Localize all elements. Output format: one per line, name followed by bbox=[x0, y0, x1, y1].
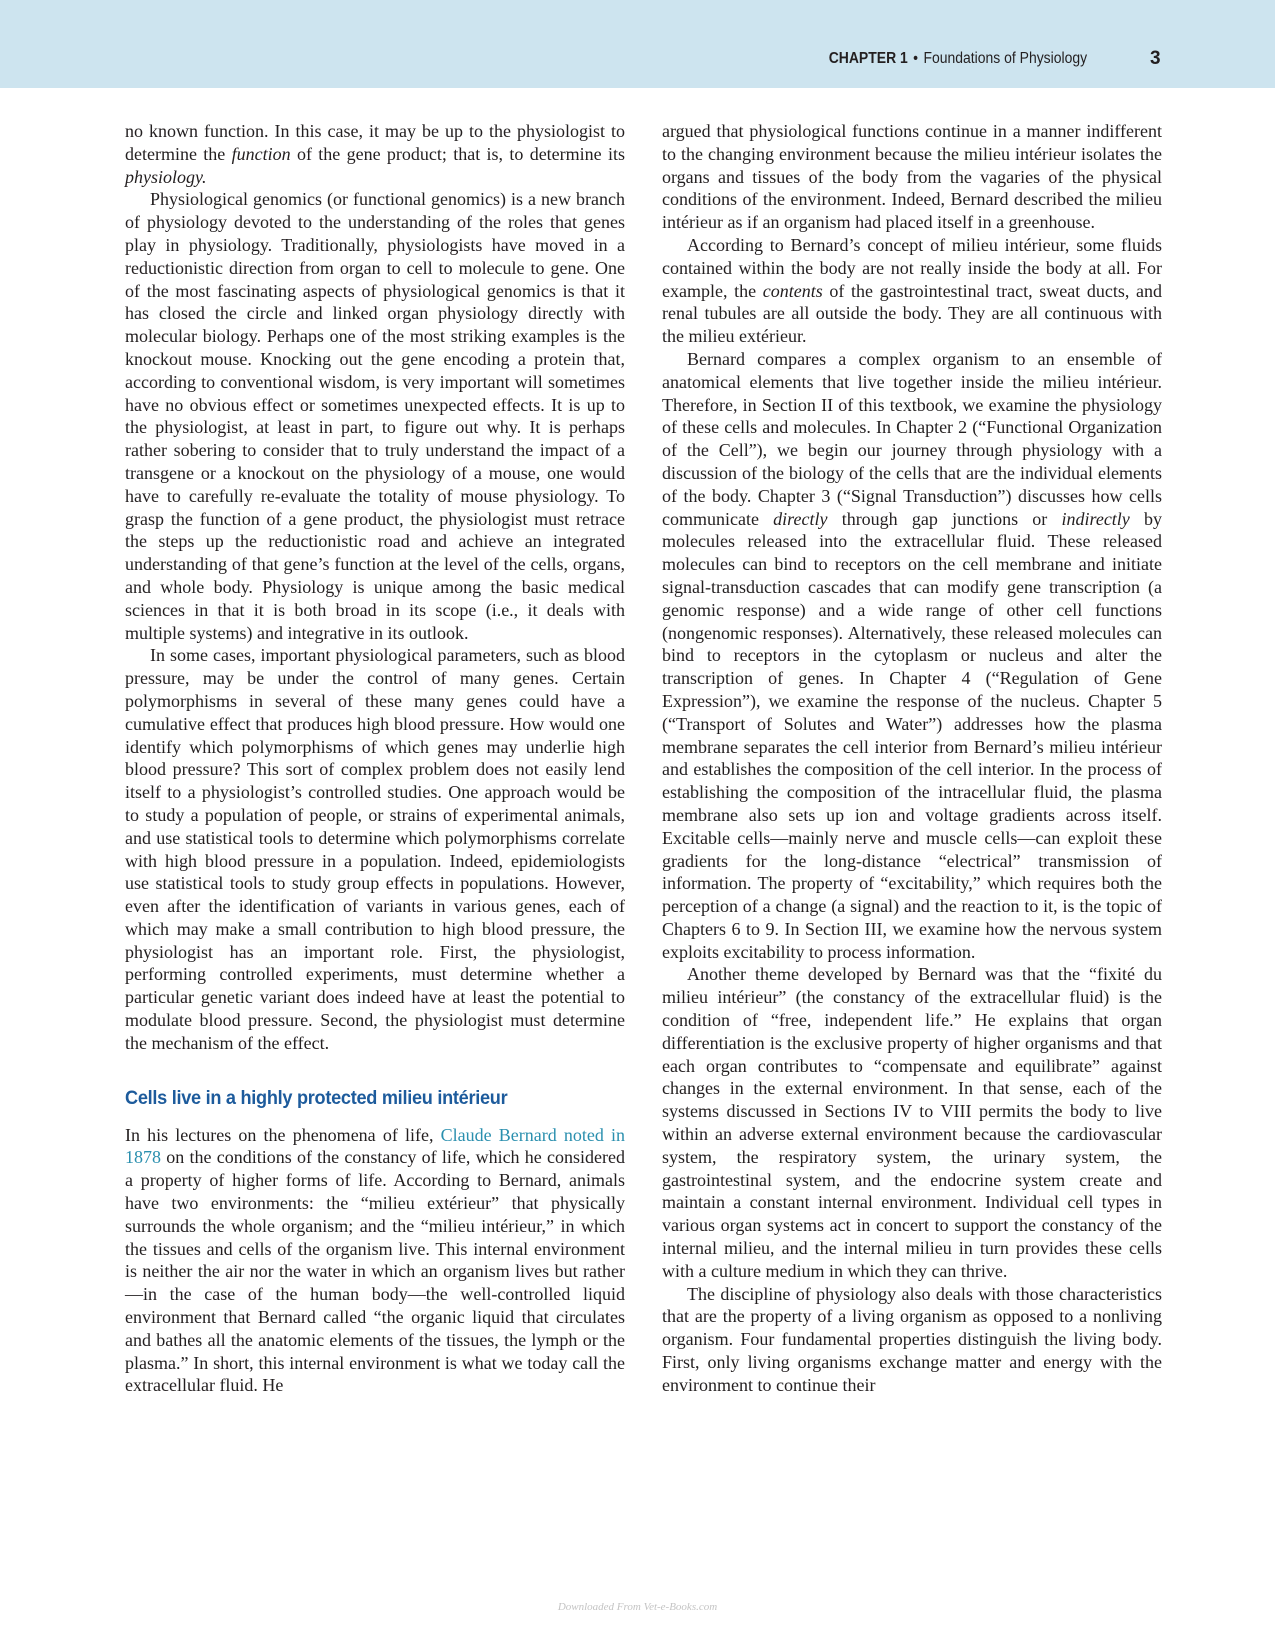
text-run: of the gene product; that is, to determine its bbox=[290, 143, 625, 164]
paragraph-complex-organism bbox=[662, 348, 1162, 964]
text-run: Bernard compares a complex organism to an ensemble of anatomical elements that live together inside the milieu intérieur. Therefore, in Section II of this textbook, we examine the physiology of these cells and molecules. In Chapter 2 (“Functional Organization of the Cell”), we begin our journey through physiology with a discussion of the biology of the cells that are the individual elements of the body. Chapter 3 (“Signal Transduction”) discusses how cells communicate bbox=[662, 348, 1162, 529]
paragraph-continued bbox=[125, 120, 625, 188]
running-header-chapter bbox=[829, 50, 1087, 68]
text-run: on the conditions of the constancy of life, which he considered a property of higher forms of life. According to Bernard, animals have two environments: the “milieu extérieur” that physically surrounds the whole organism; and the “milieu intérieur,” in which the tissues and cells of the organism live. This internal environment is neither the air nor the water in which an organism lives but rather—in the case of the human body—the well-controlled liquid environment that Bernard called “the organic liquid that circulates and bathes all the anatomic elements of the tissues, the lymph or the plasma.” In short, this internal environment is what we today call the extracellular fluid. He bbox=[125, 1147, 625, 1396]
header-separator: • bbox=[913, 50, 918, 67]
text-run: of the gastrointestinal tract, sweat ducts, and renal tubules are all outside the body. They are all continuous with the milieu extérieur. bbox=[662, 280, 1162, 347]
paragraph-living-organism: The discipline of physiology also deals with those characteristics that are the property of a living organism as opposed to a nonliving organism. Four fundamental properties distinguish the living body. First, only living organisms exchange matter and energy with the environment to continue their bbox=[662, 1283, 1162, 1395]
emphasis-indirectly: indirectly bbox=[1061, 508, 1130, 529]
text-run: no known function. In this case, it may be up to the physiologist to determine the bbox=[125, 121, 625, 164]
paragraph-bernard-lectures bbox=[125, 1124, 625, 1398]
chapter-title: Foundations of Physiology bbox=[923, 50, 1087, 67]
paragraph-physiological-genomics: Physiological genomics (or functional genomics) is a new branch of physiology devoted to the understanding of the roles that genes play in physiology. Traditionally, physiologists have moved in a reductionistic direction from organ to cell to molecule to gene. One of the most fascinating aspects of physiological genomics is that it has closed the circle and linked organ physiology directly with molecular biology. Perhaps one of the most striking examples is the knockout mouse. Knocking out the gene encoding a protein that, according to conventional wisdom, is very important will sometimes have no obvious effect or sometimes unexpected effects. It is up to the physiologist, at least in part, to figure out why. It is perhaps rather sobering to consider that to truly understand the impact of a transgene or a knockout on the physiology of a mouse, one would have to carefully re-evaluate the totality of mouse physiology. To grasp the function of a gene product, the physiologist must retrace the steps up the reductionistic road and achieve an integrated understanding of that gene’s function at the level of the cells, organs, and whole body. Physiology is unique among the basic medical sciences in that it is both broad in its scope (i.e., it deals with multiple systems) and integrative in its outlook. bbox=[125, 189, 625, 643]
emphasis-physiology: physiology. bbox=[125, 166, 207, 187]
emphasis-directly: directly bbox=[773, 508, 828, 529]
download-watermark: Downloaded From Vet-e-Books.com bbox=[557, 1601, 718, 1613]
section-heading: Cells live in a highly protected milieu intérieur bbox=[125, 1086, 508, 1109]
emphasis-contents: contents bbox=[762, 280, 823, 301]
paragraph-milieu-concept bbox=[662, 234, 1162, 348]
paragraph-fixite-milieu: Another theme developed by Bernard was that the “fixité du milieu intérieur” (the constancy of the extracellular fluid) is the condition of “free, independent life.” He explains that organ differentiation is the exclusive property of higher organisms and that each organ contributes to “compensate and equilibrate” against changes in the external environment. In that sense, each of the systems discussed in Sections IV to VIII permits the body to live within an adverse external environment because the cardiovascular system, the respiratory system, the urinary system, the gastrointestinal system, and the endocrine system create and maintain a constant internal environment. Individual cell types in various organ systems act in concert to support the constancy of the internal milieu, and the internal milieu in turn provides these cells with a culture medium in which they can thrive. bbox=[662, 964, 1162, 1281]
page-number: 3 bbox=[1150, 48, 1161, 69]
text-run: by molecules released into the extracellular fluid. These released molecules can bind to receptors on the cell membrane and initiate signal-transduction cascades that can modify gene transcription (a genomic response) and a wide range of other cell functions (nongenomic responses). Alternatively, these released molecules can bind to receptors in the cytoplasm or nucleus and alter the transcription of genes. In Chapter 4 (“Regulation of Gene Expression”), we examine the response of the nucleus. Chapter 5 (“Transport of Solutes and Water”) addresses how the plasma membrane separates the cell interior from Bernard’s milieu intérieur and establishes the composition of the cell interior. In the process of establishing the composition of the intracellular fluid, the plasma membrane also sets up ion and voltage gradients across itself. Excitable cells—mainly nerve and muscle cells—can exploit these gradients for the long-distance “electrical” transmission of information. The property of “excitability,” which requires both the perception of a change (a signal) and the reaction to it, is the topic of Chapters 6 to 9. In Section III, we examine how the nervous system exploits excitability to process information. bbox=[662, 508, 1162, 962]
chapter-label: CHAPTER 1 bbox=[828, 50, 908, 67]
paragraph-blood-pressure: In some cases, important physiological parameters, such as blood pressure, may be under the control of many genes. Certain polymorphisms in several of these many genes could have a cumulative effect that produces high blood pressure. How would one identify which polymorphisms of which genes may underlie high blood pressure? This sort of complex problem does not easily lend itself to a physiologist’s controlled studies. One approach would be to study a population of people, or strains of experimental animals, and use statistical tools to determine which polymorphisms correlate with high blood pressure in a population. Indeed, epidemiologists use statistical tools to study group effects in populations. However, even after the identification of variants in various genes, each of which may make a small contribution to high blood pressure, the physiologist has an important role. First, the physiologist, performing controlled experiments, must determine whether a particular genetic variant does indeed have at least the potential to modulate blood pressure. Second, the physiologist must determine the mechanism of the effect. bbox=[125, 645, 625, 1053]
emphasis-function: function bbox=[231, 143, 291, 164]
text-run: In his lectures on the phenomena of life, bbox=[125, 1124, 441, 1145]
paragraph-continued-right: argued that physiological functions continue in a manner indifferent to the changing environment because the milieu intérieur isolates the organs and tissues of the body from the vagaries of the physical conditions of the environment. Indeed, Bernard described the milieu intérieur as if an organism had placed itself in a greenhouse. bbox=[662, 121, 1162, 233]
left-column bbox=[125, 120, 625, 1397]
text-run: through gap junctions or bbox=[827, 508, 1062, 529]
running-header-band bbox=[0, 0, 1275, 88]
citation-link[interactable]: Claude Bernard noted in 1878 bbox=[125, 1124, 625, 1168]
right-column bbox=[662, 120, 1162, 1397]
text-run: According to Bernard’s concept of milieu intérieur, some fluids contained within the body are not really inside the body at all. For example, the bbox=[662, 234, 1162, 301]
